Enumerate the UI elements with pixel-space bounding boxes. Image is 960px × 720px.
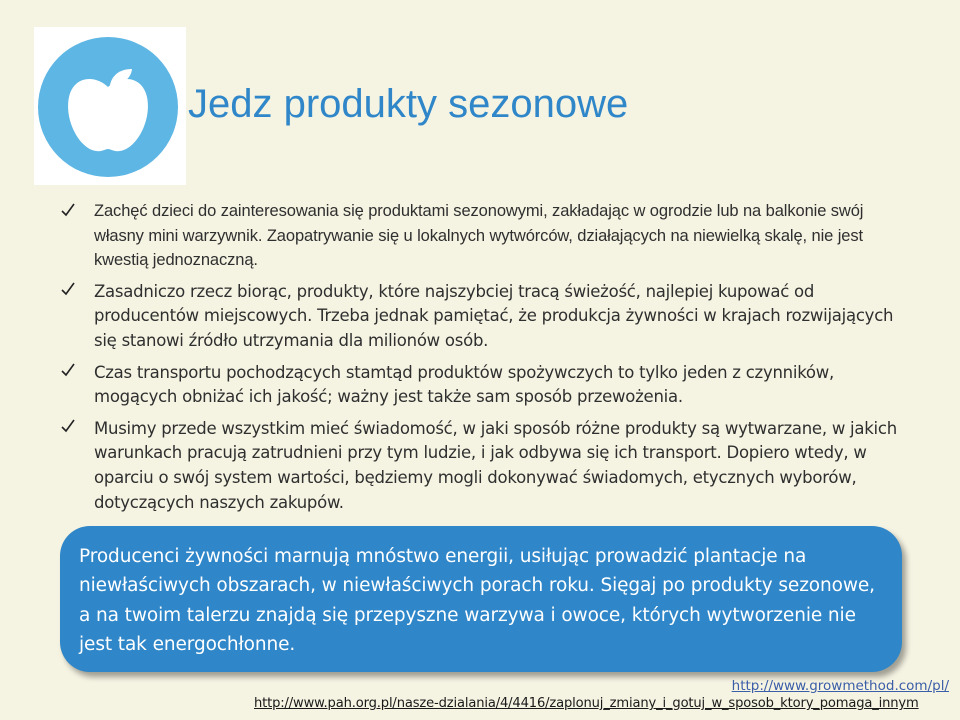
checkmark-icon	[60, 418, 76, 434]
source-link-growmethod[interactable]: http://www.growmethod.com/pl/	[731, 678, 949, 694]
bullet-list	[60, 199, 910, 515]
checkmark-icon	[60, 202, 76, 218]
callout-box	[60, 526, 902, 672]
bullet-item	[60, 280, 910, 354]
bullet-item	[60, 417, 910, 515]
bullet-item	[60, 199, 910, 273]
bullet-text: Zasadniczo rzecz biorąc, produkty, które najszybciej tracą świeżość, najlepiej kupować od producentów miejscowych. Trzeba jednak pamiętać, że produkcja żywności w krajach rozwijających się stanowi źródło utrzymania dla milionów osób.	[94, 281, 894, 350]
callout-text: Producenci żywności marnują mnóstwo energii, usiłując prowadzić plantacje na niewłaściwych obszarach, w niewłaściwych porach roku. Sięgaj po produkty sezonowe, a na twoim talerzu znajdą się przepyszne warzywa i owoce, których wytworzenie nie jest tak energochłonne.	[79, 546, 875, 656]
bullet-text: Zachęć dzieci do zainteresowania się produktami sezonowymi, zakładając w ogrodzie lub na balkonie swój własny mini warzywnik. Zaopatrywanie się u lokalnych wytwórców, działających na niewielką skalę, nie jest kwestią jednoznaczną.	[94, 202, 864, 270]
bullet-text: Musimy przede wszystkim mieć świadomość, w jaki sposób różne produkty są wytwarzane, w jakich warunkach pracują zatrudnieni przy tym ludzie, i jak odbywa się ich transport. Dopiero wtedy, w oparciu o swój system wartości, będziemy mogli dokonywać świadomych, etycznych wyborów, dotyczących naszych zakupów.	[94, 418, 897, 512]
logo-circle	[38, 37, 178, 177]
slide-title: Jedz produkty sezonowe	[188, 82, 629, 126]
source-link-pah[interactable]: http://www.pah.org.pl/nasze-dzialania/4/4416/zaplonuj_zmiany_i_gotuj_w_sposob_ktory_pomaga_innym	[254, 696, 919, 711]
checkmark-icon	[60, 281, 76, 297]
apple-icon	[38, 37, 178, 177]
checkmark-icon	[60, 362, 76, 378]
apple-logo	[34, 27, 186, 185]
bullet-item	[60, 361, 910, 410]
bullet-text: Czas transportu pochodzących stamtąd produktów spożywczych to tylko jeden z czynników, mogących obniżać ich jakość; ważny jest także sam sposób przewożenia.	[94, 362, 835, 407]
